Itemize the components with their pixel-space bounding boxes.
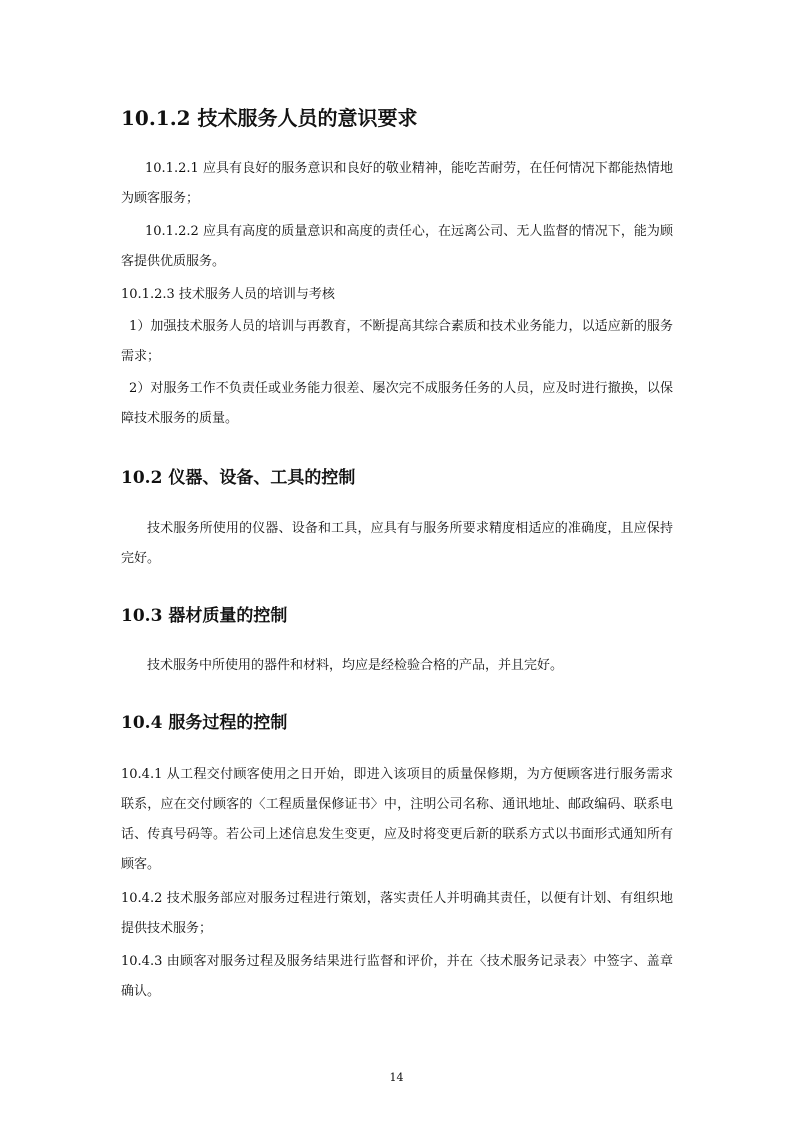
section-heading-10-2: 10.2 仪器、设备、工具的控制 (121, 468, 356, 488)
paragraph-10-1-2-1: 10.1.2.1 应具有良好的服务意识和良好的敬业精神，能吃苦耐劳，在任何情况下都能热情地为顾客服务； (121, 161, 673, 206)
section-heading-10-3: 10.3 器材质量的控制 (121, 606, 288, 626)
paragraph-10-1-2-3: 10.1.2.3 技术服务人员的培训与考核 (121, 287, 335, 302)
paragraph-item-1: 1）加强技术服务人员的培训与再教育，不断提高其综合素质和技术业务能力，以适应新的服务需求； (121, 319, 673, 364)
paragraph-item-2: 2）对服务工作不负责任或业务能力很差、屡次完不成服务任务的人员，应及时进行撤换，以保障技术服务的质量。 (121, 381, 673, 426)
paragraph-10-4-3: 10.4.3 由顾客对服务过程及服务结果进行监督和评价，并在〈技术服务记录表〉中签字、盖章确认。 (121, 954, 673, 999)
section-heading-10-1-2: 10.1.2 技术服务人员的意识要求 (121, 106, 418, 130)
section-heading-10-4: 10.4 服务过程的控制 (121, 713, 288, 733)
paragraph-10-4-2: 10.4.2 技术服务部应对服务过程进行策划，落实责任人并明确其责任，以便有计划、有组织地提供技术服务； (121, 891, 673, 936)
paragraph-10-3: 技术服务中所使用的器件和材料，均应是经检验合格的产品，并且完好。 (147, 658, 564, 673)
paragraph-10-2: 技术服务所使用的仪器、设备和工具，应具有与服务所要求精度相适应的准确度，且应保持完好。 (121, 521, 673, 566)
page-number: 14 (389, 1071, 404, 1084)
paragraph-10-1-2-2: 10.1.2.2 应具有高度的质量意识和高度的责任心，在远离公司、无人监督的情况下，能为顾客提供优质服务。 (121, 224, 673, 269)
paragraph-10-4-1: 10.4.1 从工程交付顾客使用之日开始，即进入该项目的质量保修期，为方便顾客进行服务需求联系，应在交付顾客的〈工程质量保修证书〉中，注明公司名称、通讯地址、邮政编码、联系电话、传真号码等。若公司上述信息发生变更，应及时将变更后新的联系方式以书面形式通知所有顾客。 (121, 767, 673, 872)
